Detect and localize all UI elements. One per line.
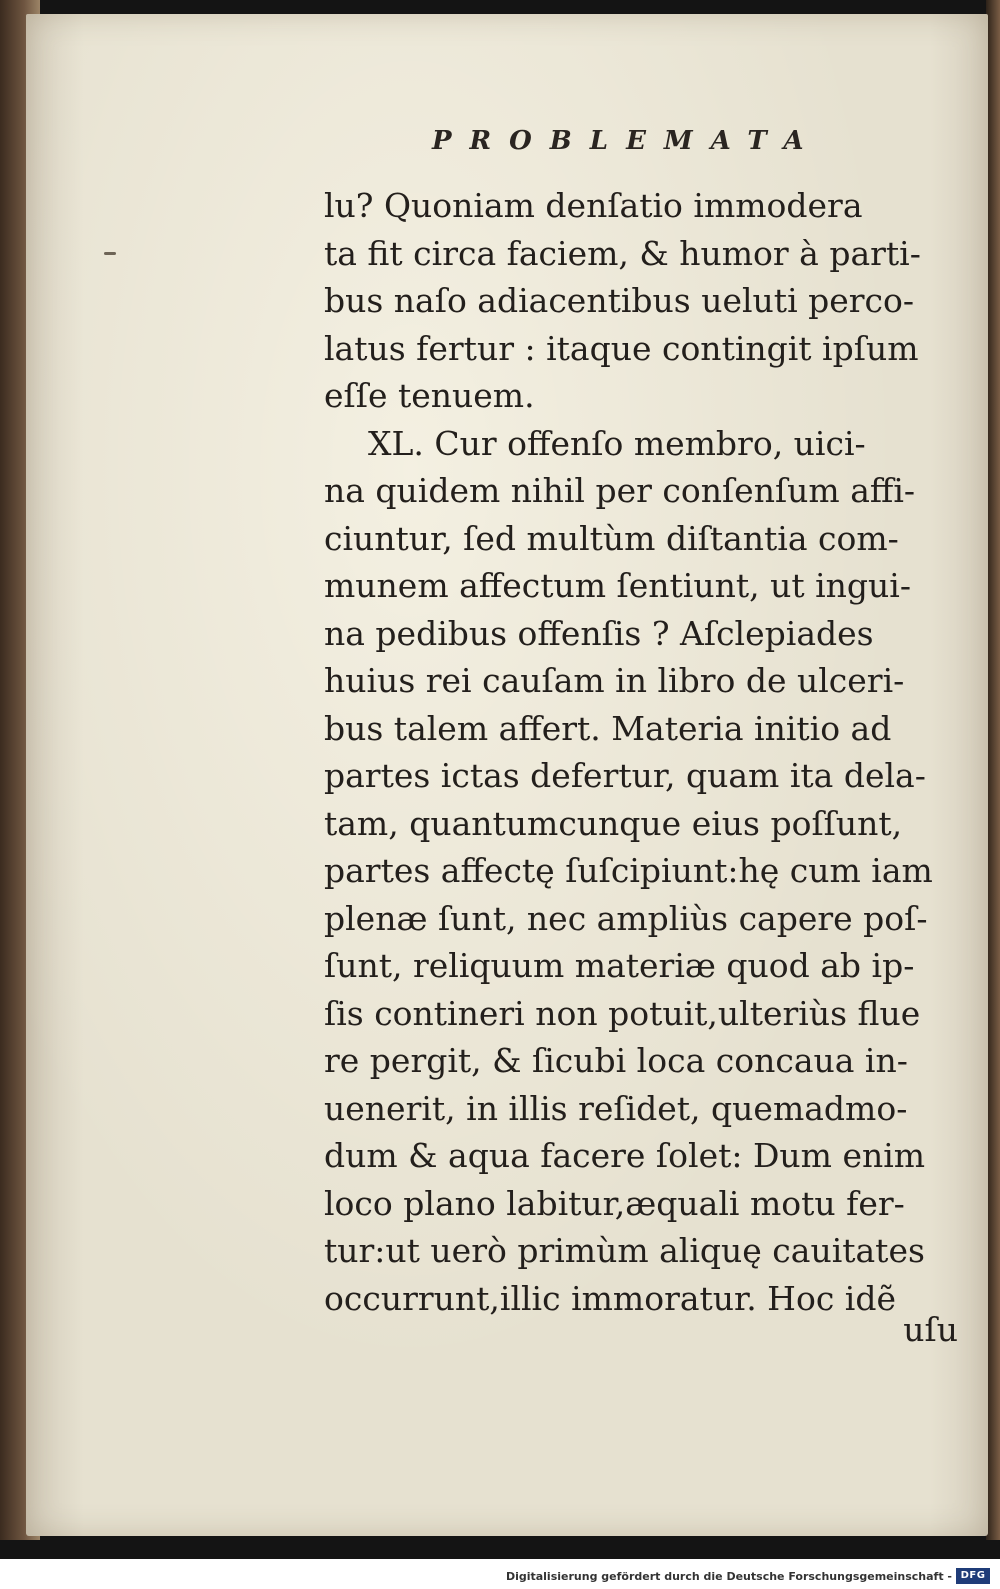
footer-bar — [0, 1559, 1000, 1589]
text-line: huius rei cauſam in libro de ulceri- — [324, 661, 905, 700]
text-line: re pergit, & ſicubi loca concaua in- — [324, 1041, 908, 1080]
text-line: XL. Cur offenſo membro, uici- — [368, 423, 866, 463]
text-line: ſis contineri non potuit,ulteriùs flue — [324, 993, 921, 1033]
text-line: dum & aqua facere ſolet: Dum enim — [324, 1136, 926, 1175]
text-line: loco plano labitur,æquali motu fer- — [324, 1183, 905, 1223]
digitization-credit: Digitalisierung gefördert durch die Deutsche Forschungsgemeinschaft - — [505, 1570, 952, 1583]
text-block — [324, 182, 964, 1322]
text-line: munem affectum ſentiunt, ut ingui- — [324, 566, 911, 605]
margin-mark — [104, 252, 116, 255]
text-line: na pedibus offenſis ? Aſclepiades — [324, 613, 874, 653]
text-line: eſſe tenuem. — [324, 376, 535, 415]
dfg-logo-icon: DFG — [956, 1568, 990, 1584]
catchword: uſu — [903, 1310, 958, 1349]
running-head: PROBLEMATA — [432, 126, 822, 156]
text-line: tur:ut uerò primùm aliquę cauitates — [324, 1231, 925, 1270]
text-line: ſunt, reliquum materiæ quod ab ip- — [324, 946, 915, 985]
text-line: ciuntur, ſed multùm diſtantia com- — [324, 518, 899, 558]
text-line: bus talem affert. Materia initio ad — [324, 708, 892, 748]
text-line: latus fertur : itaque contingit ipſum — [324, 328, 919, 368]
text-line: occurrunt,illic immoratur. Hoc idẽ — [324, 1278, 897, 1318]
text-line: partes ictas defertur, quam ita dela- — [324, 756, 926, 795]
book-right-edge — [986, 0, 1000, 1540]
text-line: tam, quantumcunque eius poſſunt, — [324, 803, 903, 843]
text-line: plenæ ſunt, nec ampliùs capere poſ- — [324, 898, 928, 938]
text-line: na quidem nihil per conſenſum affi- — [324, 471, 916, 510]
text-line: uenerit, in illis reſidet, quemadmo- — [324, 1088, 908, 1128]
text-line: bus naſo adiacentibus ueluti perco- — [324, 281, 915, 320]
text-line: ta fit circa faciem, & humor à parti- — [324, 233, 921, 273]
text-line: lu? Quoniam denſatio immodera — [324, 186, 863, 225]
text-line: partes affectę ſuſcipiunt:hę cum iam — [324, 851, 933, 890]
